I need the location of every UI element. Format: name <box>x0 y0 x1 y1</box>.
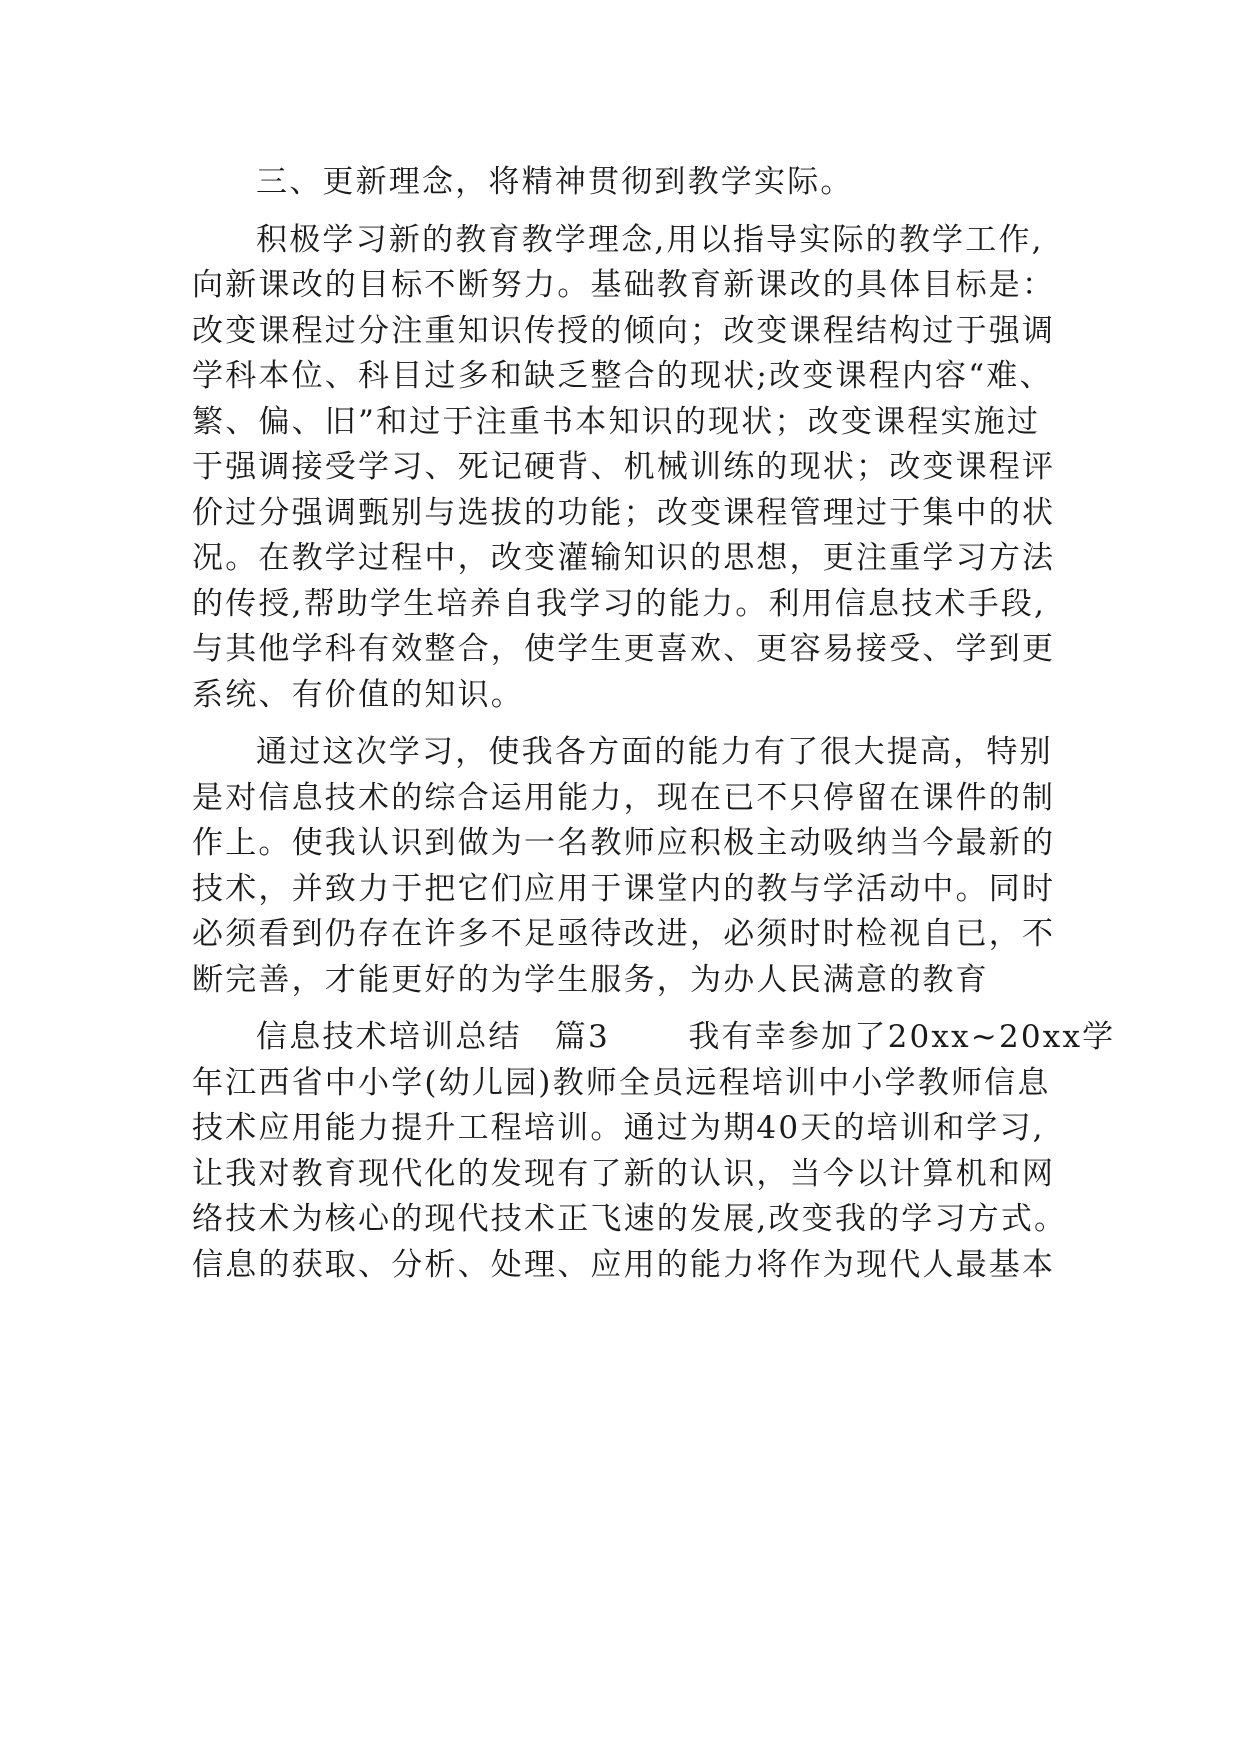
paragraph-line: 技术，并致力于把它们应用于课堂内的教与学活动中。同时 <box>192 870 1056 907</box>
section-heading: 三、更新理念，将精神贯彻到教学实际。 <box>256 164 854 200</box>
paragraph-line: 通过这次学习，使我各方面的能力有了很大提高，特别 <box>256 734 1053 770</box>
paragraph-line: 让我对教育现代化的发现有了新的认识，当今以计算机和网 <box>192 1155 1056 1192</box>
paragraph-line: 与其他学科有效整合，使学生更喜欢、更容易接受、学到更 <box>192 631 1056 667</box>
paragraph-line: 向新课改的目标不断努力。基础教育新课改的具体目标是： <box>192 267 1056 303</box>
paragraph-summary <box>192 730 1064 1003</box>
paragraph-new-curriculum <box>192 218 1064 719</box>
paragraph-line: 积极学习新的教育教学理念,用以指导实际的教学工作, <box>256 221 1044 258</box>
paragraph-line: 断完善，才能更好的为学生服务，为办人民满意的教育 <box>192 961 989 998</box>
paragraph-line: 价过分强调甄别与选拔的功能；改变课程管理过于集中的状 <box>192 494 1056 531</box>
paragraph-line: 繁、偏、旧”和过于注重书本知识的现状；改变课程实施过 <box>192 403 1041 440</box>
paragraph-line: 作上。使我认识到做为一名教师应积极主动吸纳当今最新的 <box>192 825 1056 861</box>
paragraph-line: 于强调接受学习、死记硬背、机械训练的现状；改变课程评 <box>192 449 1056 485</box>
paragraph-line: 必须看到仍存在许多不足亟待改进，必须时时检视自已，不 <box>192 916 1056 952</box>
paragraph-line: 信息技术培训总结 篇3 我有幸参加了20xx~20xx学 <box>256 1019 1116 1055</box>
paragraph-line: 况。在教学过程中，改变灌输知识的思想，更注重学习方法 <box>192 540 1056 576</box>
document-body <box>192 160 1116 1288</box>
paragraph-article-3 <box>192 1015 1116 1288</box>
paragraph-line: 技术应用能力提升工程培训。通过为期40天的培训和学习, <box>192 1110 1045 1146</box>
paragraph-line: 是对信息技术的综合运用能力，现在已不只停留在课件的制 <box>192 779 1056 816</box>
paragraph-line: 络技术为核心的现代技术正飞速的发展,改变我的学习方式。 <box>192 1201 1068 1237</box>
paragraph-line: 学科本位、科目过多和缺乏整合的现状;改变课程内容“难、 <box>192 358 1053 394</box>
paragraph-line: 年江西省中小学(幼儿园)教师全员远程培训中小学教师信息 <box>192 1064 1051 1101</box>
paragraph-line: 的传授,帮助学生培养自我学习的能力。利用信息技术手段, <box>192 585 1047 622</box>
paragraph-line: 信息的获取、分析、处理、应用的能力将作为现代人最基本 <box>192 1246 1056 1283</box>
paragraph-line: 系统、有价值的知识。 <box>192 676 524 713</box>
paragraph-line: 改变课程过分注重知识传授的倾向；改变课程结构过于强调 <box>192 312 1056 349</box>
